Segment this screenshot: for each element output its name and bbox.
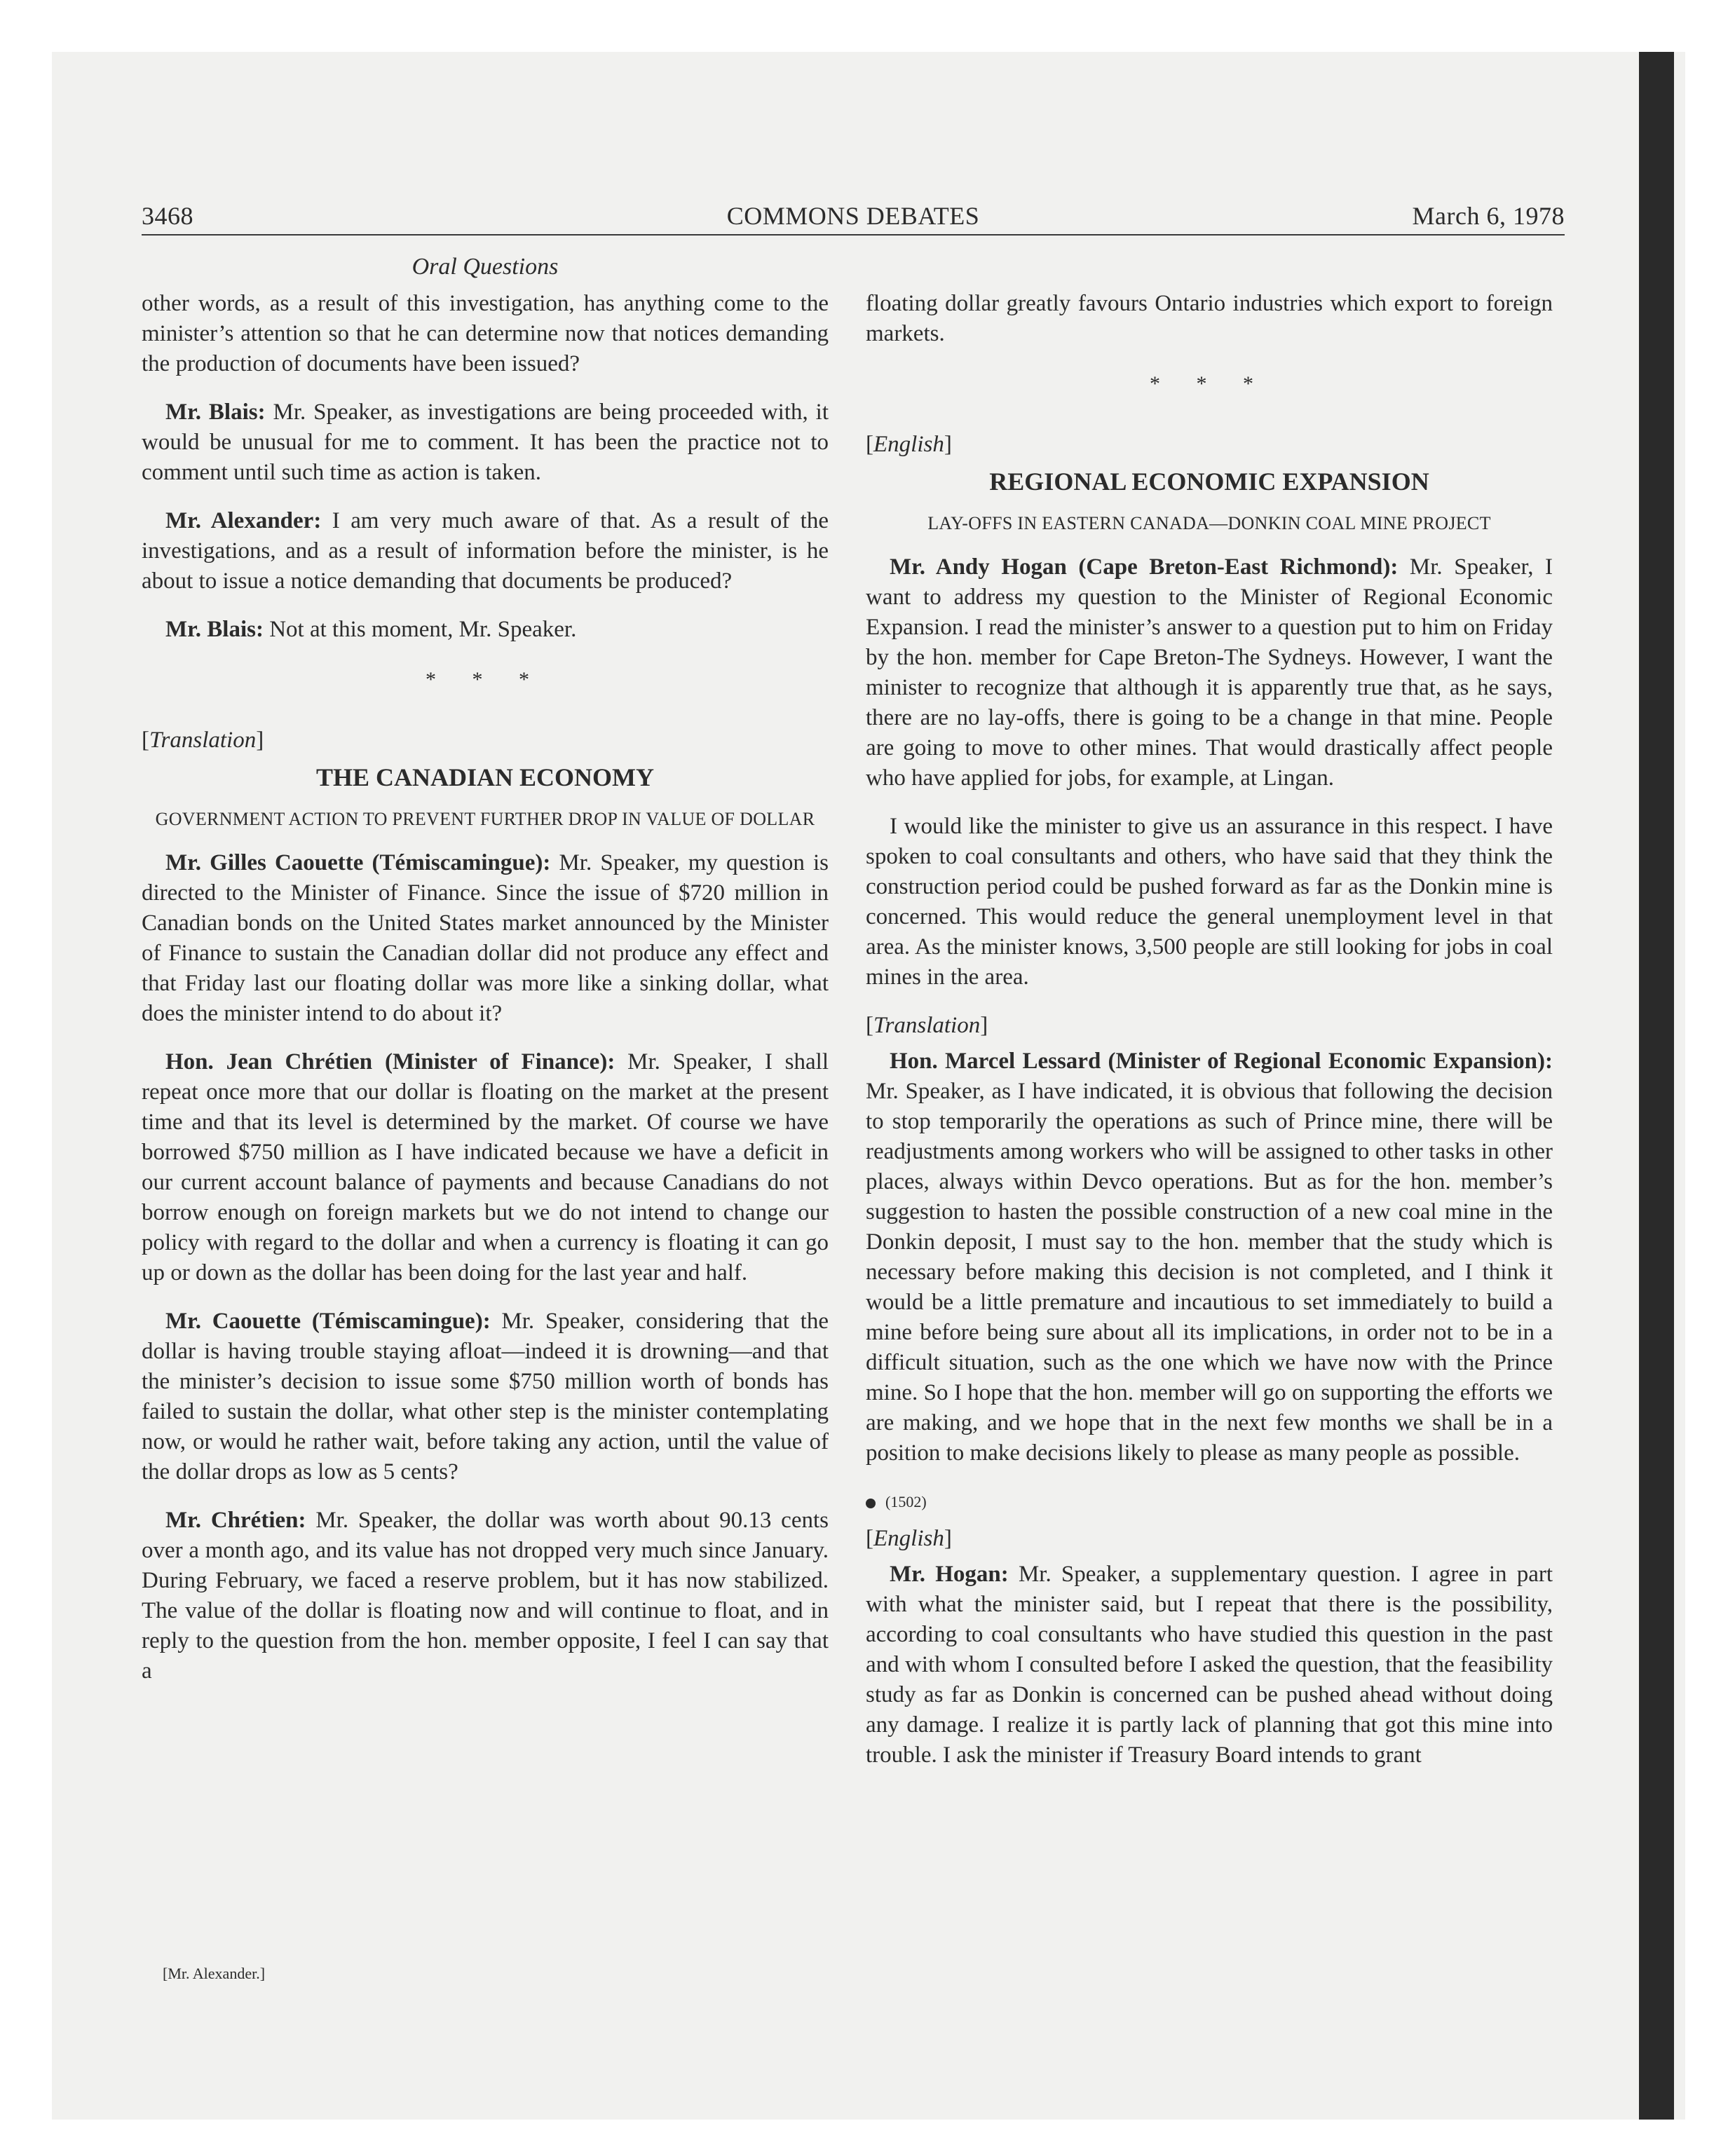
speech-text: Mr. Speaker, a supplementary question. I agree in part with what the minister said, but I repeat that there is the possibility, according to coal consultants who have studied this question in the past and with whom I consulted before I asked the question, that the feasibility study as far as Donkin is concerned can be pushed ahead without doing any damage. I realize it is partly lack of planning that got this mine into trouble. I ask the minister if Treasury Board intends to grant [866,1562,1553,1768]
speaker-name: Mr. Gilles Caouette (Témiscamingue): [165,850,551,875]
paragraph [142,1506,829,1686]
footer-note: [Mr. Alexander.] [163,1965,266,1982]
language-marker: [Translation] [142,728,264,753]
speech-text: Mr. Speaker, I shall repeat once more that our dollar is floating on the market at the present time and that its level is determined by the market. Of course we have borrowed $750 million as I have indicated because we have a deficit in our current account balance of payments and because Canadians do not borrow enough on foreign markets but we do not intend to change our policy with regard to the dollar and when a currency is floating it can go up or down as the dollar has been doing for the last year and half. [142,1049,829,1285]
bullet-icon [866,1499,876,1508]
publication-title: COMMONS DEBATES [726,202,980,230]
paragraph: other words, as a result of this investigation, has anything come to the minister’s attention so that he can determine now that notices demanding the production of documents have been issued? [142,291,829,376]
speaker-name: Mr. Hogan: [890,1562,1009,1587]
speaker-name: Mr. Chrétien: [165,1508,306,1533]
speech-text: Mr. Speaker, considering that the dollar is having trouble staying afloat—indeed it is drowning—and that the minister’s decision to issue some $750 million worth of bonds has failed to sustain the dollar, what other step is the minister contemplating now, or would he rather wait, before taking any action, until the value of the dollar drops as low as 5 cents? [142,1309,829,1485]
paragraph: I would like the minister to give us an assurance in this respect. I have spoken to coal consultants and others, who have said that they think the construction period could be pushed forward as far as the Donkin mine is concerned. This would reduce the general unemployment level in that area. As the minister knows, 3,500 people are still looking for jobs in coal mines in the area. [866,814,1553,990]
section-heading: THE CANADIAN ECONOMY [315,763,654,791]
page-date: March 6, 1978 [1412,202,1565,230]
speaker-name: Hon. Marcel Lessard (Minister of Regional Economic Expansion): [890,1049,1553,1074]
paragraph [142,1306,829,1487]
paragraph [142,506,829,596]
header-rule [142,234,1565,236]
language-marker: [English] [866,1526,952,1551]
timestamp: (1502) [866,1487,1553,1517]
speaker-name: Hon. Jean Chrétien (Minister of Finance): [165,1049,615,1074]
paragraph [866,1046,1553,1468]
left-column [142,289,829,1705]
paragraph [866,552,1553,793]
paragraph [142,1047,829,1288]
speech-text: Mr. Speaker, my question is directed to the Minister of Finance. Since the issue of $720 million in Canadian bonds on the United States market announced by the Minister of Finance to sustain the Canadian dollar did not produce any effect and that Friday last our floating dollar was more like a sinking dollar, what does the minister intend to do about it? [142,850,829,1026]
section-heading: REGIONAL ECONOMIC EXPANSION [989,468,1429,496]
page-number: 3468 [142,202,193,230]
speech-text: Mr. Speaker, as investigations are being proceeded with, it would be unusual for me to comment. It has been the practice not to comment until such time as action is taken. [142,400,829,485]
speech-text: Not at this moment, Mr. Speaker. [263,617,577,642]
section-divider: * * * [426,668,545,691]
speech-text: Mr. Speaker, the dollar was worth about 90.13 cents over a month ago, and its value has not dropped very much since January. During February, we faced a reserve problem, but it has now stabilized. The value of the dollar is floating now and will continue to float, and in reply to the question from the hon. member opposite, I feel I can say that a [142,1508,829,1684]
section-subheading: LAY-OFFS IN EASTERN CANADA—DONKIN COAL MINE PROJECT [927,513,1491,533]
speech-text: Mr. Speaker, as I have indicated, it is obvious that following the decision to stop temporarily the operations as such of Prince mine, there will be readjustments among workers who will be assigned to other tasks in other places, always within Devco operations. But as for the hon. member’s suggestion to hasten the possible construction of a new coal mine in the Donkin deposit, I must say to the hon. member that the study which is necessary before making this decision is not completed, and I think it would be a little premature and incautious to set immediately to build a mine before being sure about all its implications, in order not to be in a difficult situation, such as the one which we have now with the Prince mine. So I hope that the hon. member will go on supporting the efforts we are making, and we hope that in the next few months we shall be in a position to make decisions likely to please as many people as possible. [866,1079,1553,1466]
section-subheading: GOVERNMENT ACTION TO PREVENT FURTHER DROP IN VALUE OF DOLLAR [155,809,815,829]
language-marker: [Translation] [866,1013,988,1038]
section-divider: * * * [1150,372,1269,395]
speech-text: Mr. Speaker, I want to address my question to the Minister of Regional Economic Expansion. I read the minister’s answer to a question put to him on Friday by the hon. member for Cape Breton-The Sydneys. However, I want the minister to recognize that although it is apparently true that, as he says, there are no lay-offs, there is going to be a change in that mine. People are going to move to other mines. That would drastically affect people who have applied for jobs, for example, at Lingan. [866,554,1553,791]
paragraph: floating dollar greatly favours Ontario industries which export to foreign markets. [866,291,1553,346]
language-marker: [English] [866,432,952,457]
speech-text: I am very much aware of that. As a result of the investigations, and as a result of information before the minister, is he about to issue a notice demanding that documents be produced? [142,508,829,594]
paragraph [142,615,829,645]
section-label: Oral Questions [411,254,559,280]
speaker-name: Mr. Alexander: [165,508,322,533]
paragraph [142,848,829,1029]
binding-edge [1639,52,1674,2120]
speaker-name: Mr. Blais: [165,617,264,642]
paragraph [142,397,829,488]
paragraph [866,1560,1553,1770]
speaker-name: Mr. Blais: [165,400,266,425]
speaker-name: Mr. Caouette (Témiscamingue): [165,1309,491,1334]
right-column [866,289,1553,1789]
speaker-name: Mr. Andy Hogan (Cape Breton-East Richmond): [890,554,1399,580]
